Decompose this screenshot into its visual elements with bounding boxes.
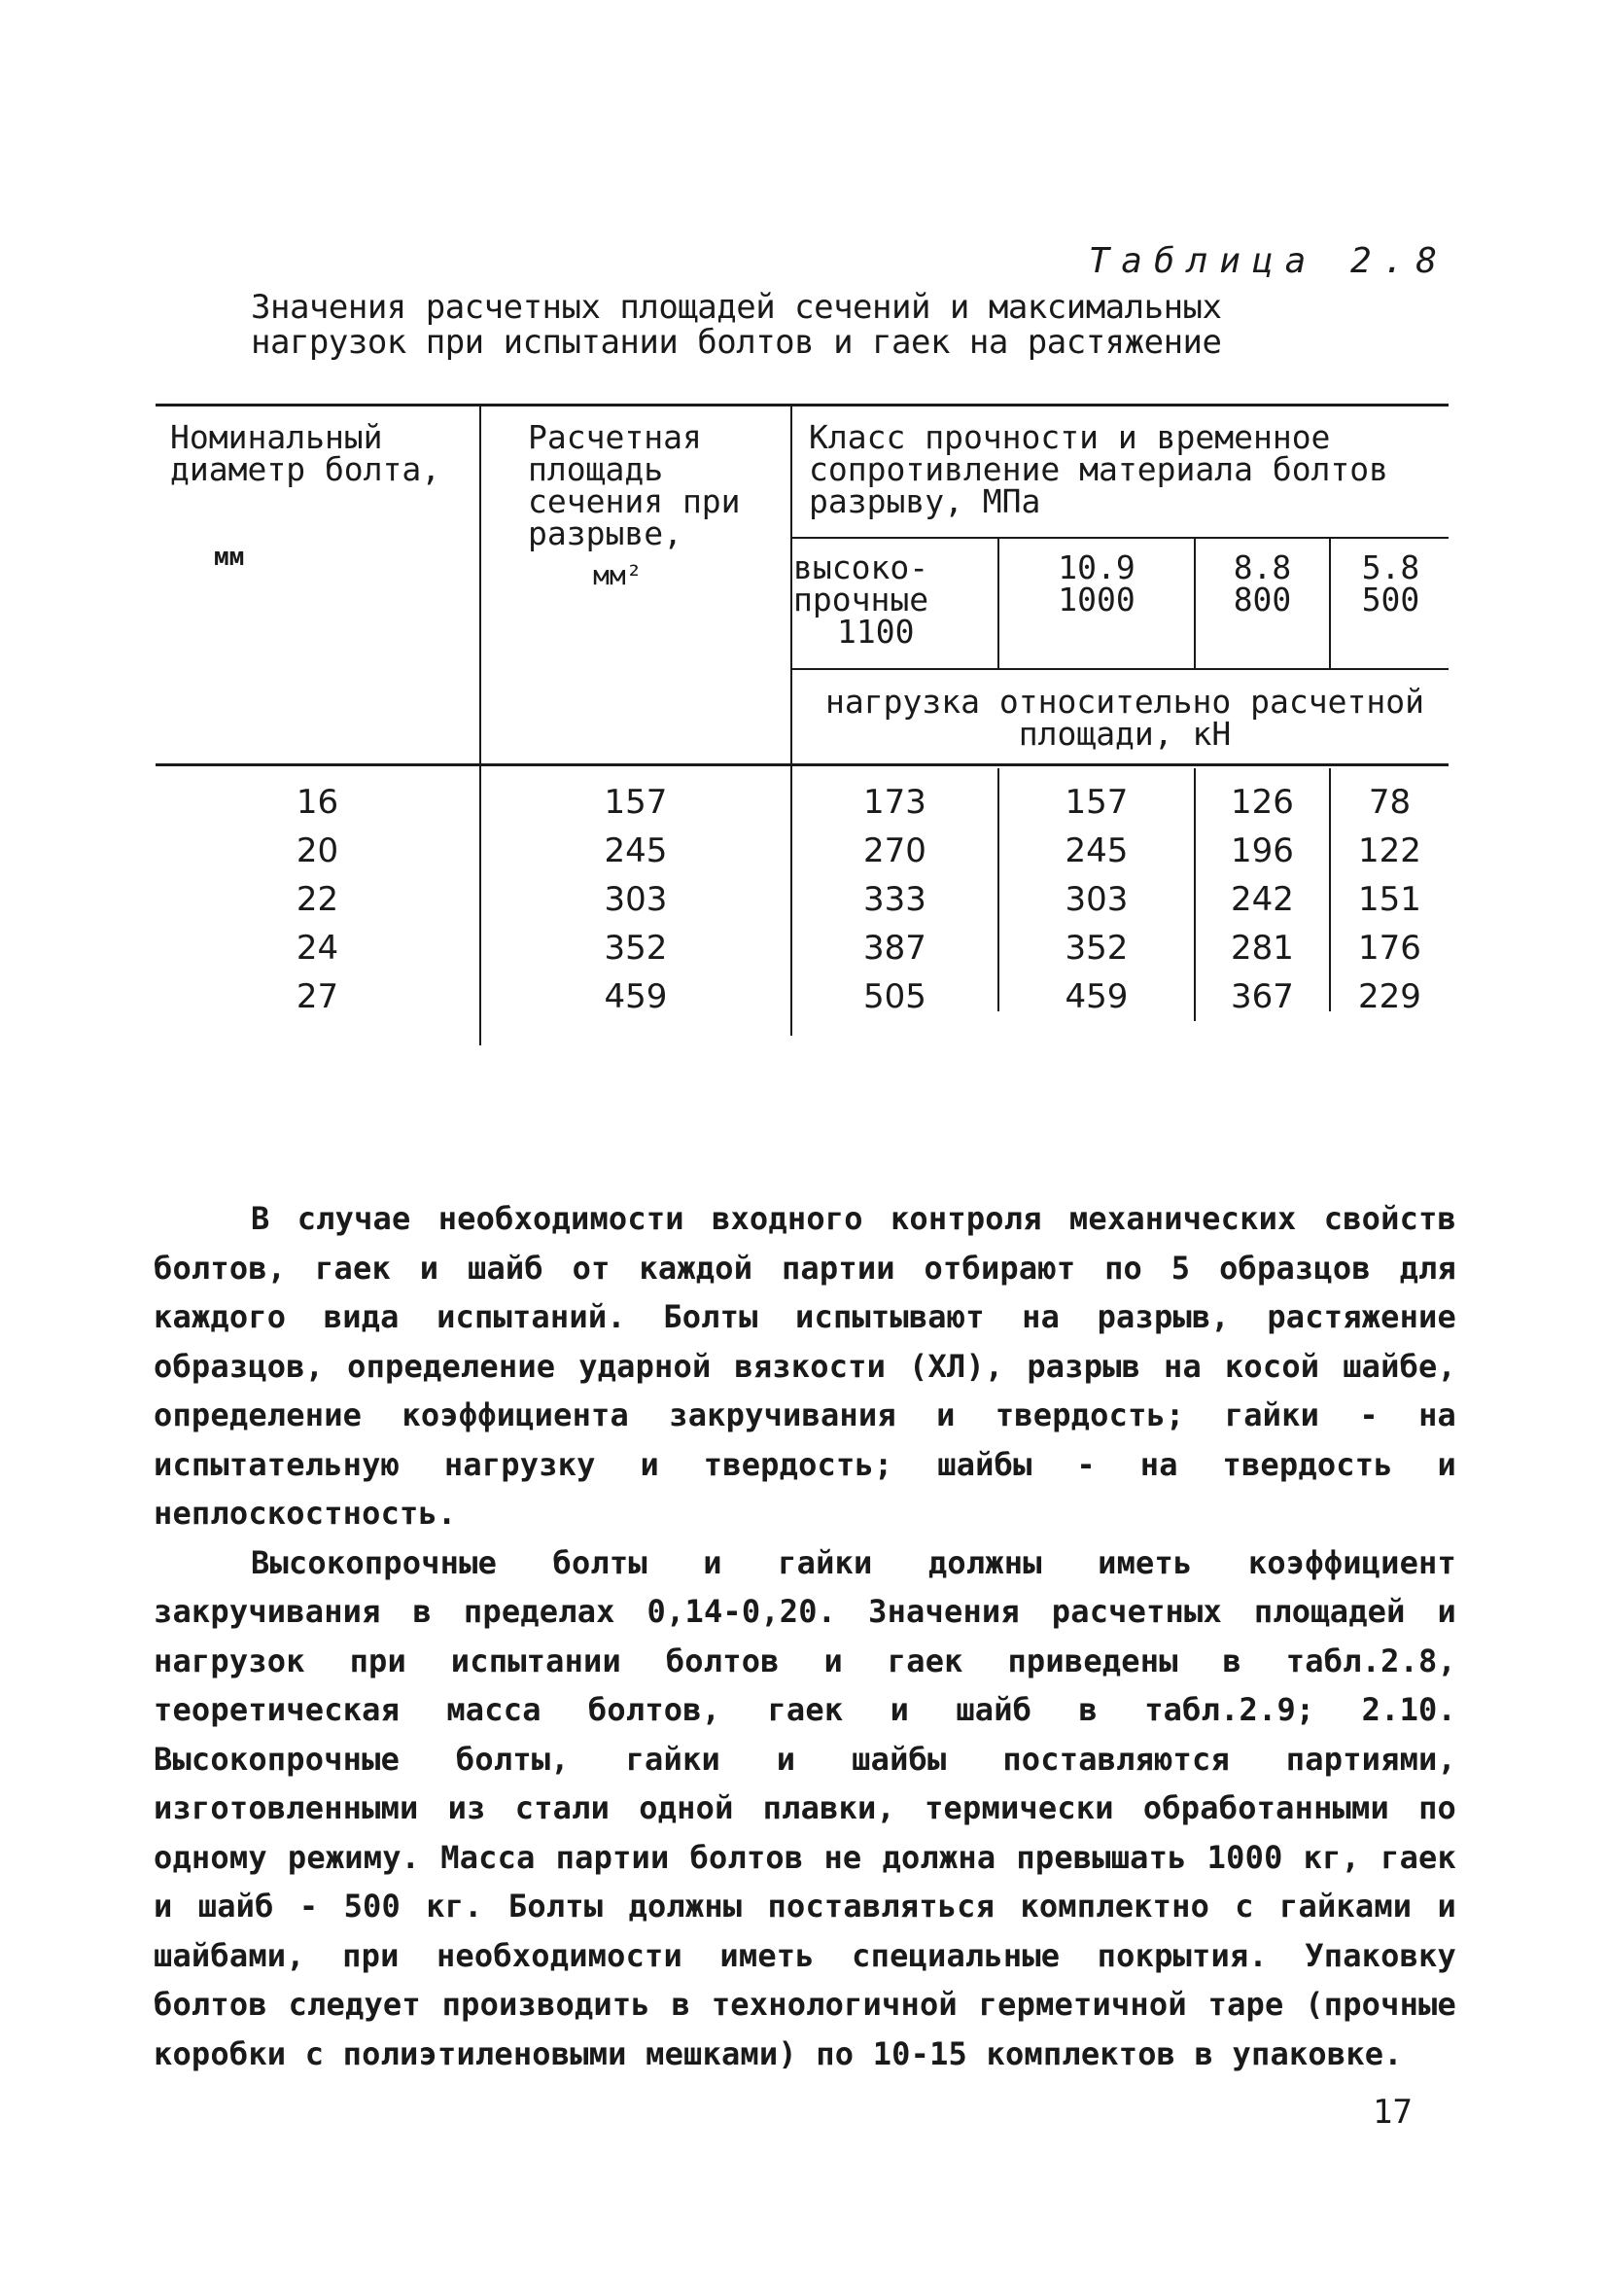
cell-load-800: 367 <box>1231 977 1294 1016</box>
cell-area: 157 <box>604 783 668 822</box>
class-subheader-rule <box>790 537 1449 539</box>
cell-load-1100: 333 <box>863 880 926 919</box>
cell-load-1100: 387 <box>863 929 926 968</box>
cell-diameter: 16 <box>296 783 339 822</box>
header-diameter: Номинальный диаметр болта, <box>170 418 441 488</box>
cell-load-500: 151 <box>1358 880 1421 919</box>
cell-load-500: 78 <box>1368 783 1412 822</box>
table-caption <box>251 290 1417 360</box>
load-subheader-rule <box>790 668 1449 670</box>
cell-diameter: 22 <box>296 880 339 919</box>
caption-line-1: Значения расчетных площадей сечений и максимальных <box>251 288 1222 327</box>
header-area: Расчетная площадь сечения при разрыве, <box>528 418 741 552</box>
cell-load-500: 122 <box>1358 831 1421 870</box>
cell-area: 303 <box>604 880 668 919</box>
cell-load-500: 229 <box>1358 977 1421 1016</box>
cell-load-1000: 303 <box>1065 880 1129 919</box>
paragraph-2: Высокопрочные болты и гайки должны иметь коэффициент закручивания в пределах 0,14-0,20. Значения расчетных площадей и нагрузок при испытании болтов и гаек приведены в табл.2.8, теоретическая масса болтов, гаек и шайб в табл.2.9; 2.10. Высокопрочные болты, гайки и шайбы поставляются партиями, изготовленными из стали одной плавки, термически обработанными по одному режиму. Масса партии болтов не должна превышать 1000 кг, гаек и шайб - 500 кг. Болты должны поставляться комплектно с гайками и шайбами, при необходимости иметь специальные покрытия. Упаковку болтов следует производить в технологичной герметичной таре (прочные коробки с полиэтиленовыми мешками) по 10-15 комплектов в упаковке. <box>154 1543 1456 2072</box>
header-area-unit: мм² <box>593 559 643 591</box>
caption-line-2: нагрузок при испытании болтов и гаек на растяжение <box>251 323 1222 362</box>
cell-load-1100: 505 <box>863 977 926 1016</box>
paragraph-1: В случае необходимости входного контроля механических свойств болтов, гаек и шайб от каждой партии отбирают по 5 образцов для каждого вида испытаний. Болты испытывают на разрыв, растяжение образцов, определение ударной вязкости (ХЛ), разрыв на косой шайбе, определение коэффициента закручивания и твердость; гайки - на испытательную нагрузку и твердость; шайбы - на твердость и неплоскостность. <box>154 1200 1456 1532</box>
cell-load-1000: 459 <box>1065 977 1129 1016</box>
data-table <box>156 404 1449 1045</box>
cell-load-1100: 270 <box>863 831 926 870</box>
cell-load-1000: 157 <box>1065 783 1129 822</box>
col-divider-4 <box>1194 537 1196 668</box>
cell-load-1000: 245 <box>1065 831 1129 870</box>
table-label: Таблица 2.8 <box>1088 241 1449 281</box>
header-class-high-strength: высоко-прочные 1100 <box>793 548 929 651</box>
cell-area: 352 <box>604 929 668 968</box>
body-text <box>154 1194 1456 2078</box>
header-diameter-unit: мм <box>214 543 245 572</box>
cell-area: 245 <box>604 831 668 870</box>
cell-load-800: 126 <box>1231 783 1294 822</box>
col-divider-3 <box>997 537 999 668</box>
header-class-8-8: 8.8 800 <box>1233 548 1292 618</box>
cell-load-1000: 352 <box>1065 929 1129 968</box>
cell-load-1100: 173 <box>863 783 926 822</box>
header-class-5-8: 5.8 500 <box>1361 548 1420 618</box>
col-divider-5 <box>1329 537 1331 668</box>
cell-load-800: 242 <box>1231 880 1294 919</box>
table-top-rule <box>156 404 1449 406</box>
cell-diameter: 27 <box>296 977 339 1016</box>
cell-load-800: 196 <box>1231 831 1294 870</box>
header-strength-class: Класс прочности и временное сопротивление материала болтов разрыву, МПа <box>809 418 1389 520</box>
cell-load-500: 176 <box>1358 929 1421 968</box>
page-number: 17 <box>1373 2093 1413 2132</box>
cell-diameter: 24 <box>296 929 339 968</box>
cell-load-800: 281 <box>1231 929 1294 968</box>
cell-area: 459 <box>604 977 668 1016</box>
cell-diameter: 20 <box>296 831 339 870</box>
header-class-10-9: 10.9 1000 <box>1058 548 1135 618</box>
header-load: нагрузка относительно расчетной площади, кН <box>825 683 1424 753</box>
header-bottom-rule <box>156 763 1449 766</box>
